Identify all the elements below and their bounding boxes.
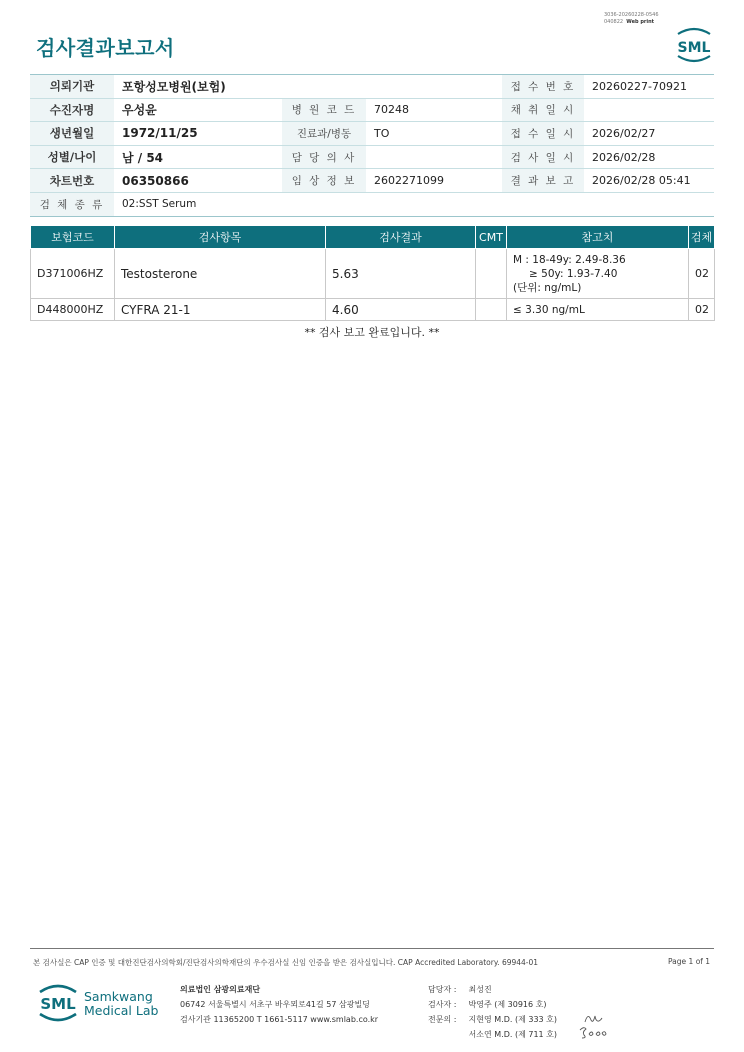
value-reported: 2026/02/28 05:41 (584, 169, 714, 193)
signature-icon (578, 1024, 608, 1040)
cell-code: D448000HZ (31, 299, 115, 321)
sml-logo-text: SML (677, 40, 711, 56)
cell-cmt (476, 299, 507, 321)
organization-info (180, 982, 378, 1027)
cell-code: D371006HZ (31, 249, 115, 299)
info-row (30, 122, 714, 146)
completion-note: ** 검사 보고 완료입니다. ** (304, 326, 440, 339)
staff-row (428, 1012, 557, 1027)
label-doctor: 담 당 의 사 (282, 145, 366, 169)
sml-logo-icon (36, 980, 80, 1024)
table-row (31, 249, 715, 299)
organization-contact: 검사기관 11365200 T 1661-5117 www.smlab.co.kr (180, 1015, 379, 1024)
staff-list (428, 982, 557, 1042)
results-table (30, 225, 715, 321)
label-specimen: 검 체 종 류 (30, 192, 114, 216)
label-hospital-code: 병 원 코 드 (282, 98, 366, 122)
label-tested: 검 사 일 시 (502, 145, 584, 169)
header-reference: 참고치 (507, 226, 689, 249)
label-receipt-no: 접 수 번 호 (502, 75, 584, 99)
staff-role: 검사자 : (428, 1000, 457, 1009)
value-tested: 2026/02/28 (584, 145, 714, 169)
value-collected (584, 98, 714, 122)
value-chart: 06350866 (114, 169, 282, 193)
value-name: 우성윤 (114, 98, 282, 122)
info-row (30, 169, 714, 193)
reference-line: M : 18-49y: 2.49-8.36 (513, 253, 626, 266)
cell-result: 4.60 (326, 299, 476, 321)
value-receipt-no: 20260227-70921 (584, 75, 714, 99)
cell-reference: ≤ 3.30 ng/mL (507, 299, 689, 321)
cell-reference (507, 249, 689, 299)
label-dob: 생년월일 (30, 122, 114, 146)
brand-line: Samkwang (84, 989, 153, 1004)
cell-cmt (476, 249, 507, 299)
info-row (30, 192, 714, 216)
footer-divider (30, 948, 714, 949)
page-title: 검사결과보고서 (36, 36, 175, 60)
patient-info-table (30, 74, 714, 217)
results-header-row (31, 226, 715, 249)
table-row (31, 299, 715, 321)
value-dob: 1972/11/25 (114, 122, 282, 146)
label-sex-age: 성별/나이 (30, 145, 114, 169)
header-cmt: CMT (476, 226, 507, 249)
info-row (30, 98, 714, 122)
label-department: 진료과/병동 (282, 122, 366, 146)
label-collected: 채 취 일 시 (502, 98, 584, 122)
brand-line: Medical Lab (84, 1003, 159, 1018)
reference-line: (단위: ng/mL) (513, 281, 582, 294)
staff-name: 최성진 (468, 985, 492, 994)
document-code (604, 12, 659, 26)
value-received: 2026/02/27 (584, 122, 714, 146)
header-insurance-code: 보험코드 (31, 226, 115, 249)
sml-logo-icon (672, 26, 716, 64)
staff-row (428, 997, 557, 1012)
header-test-item: 검사항목 (115, 226, 326, 249)
organization-name: 의료법인 삼광의료재단 (180, 985, 261, 994)
label-reported: 결 과 보 고 (502, 169, 584, 193)
cell-result: 5.63 (326, 249, 476, 299)
document-code-line2: 040822 Web print (604, 19, 655, 25)
staff-row (428, 982, 557, 997)
organization-address: 06742 서울특별시 서초구 바우뫼로41길 57 삼광빌딩 (180, 1000, 370, 1009)
accreditation-note: 본 검사실은 CAP 인증 및 대한진단검사의학회/진단검사의학재단의 우수검사실 신임 인증을 받은 검사실입니다. CAP Accredited Laboratory. 69944-01 (33, 958, 539, 967)
info-row (30, 145, 714, 169)
staff-row (428, 1027, 557, 1042)
label-institution: 의뢰기관 (30, 75, 114, 99)
value-hospital-code: 70248 (366, 98, 502, 122)
value-doctor (366, 145, 502, 169)
label-clinical-info: 임 상 정 보 (282, 169, 366, 193)
value-specimen: 02:SST Serum (114, 192, 714, 216)
staff-role: 담당자 : (428, 985, 457, 994)
header-specimen: 검체 (689, 226, 715, 249)
label-name: 수진자명 (30, 98, 114, 122)
value-department: TO (366, 122, 502, 146)
staff-role: 전문의 : (428, 1015, 457, 1024)
info-row (30, 75, 714, 99)
sml-logo-text: SML (40, 995, 76, 1013)
header-result: 검사결과 (326, 226, 476, 249)
document-code-line1: 3036-20260228-0546 (604, 12, 659, 18)
staff-name: 서소연 M.D. (제 711 호) (468, 1030, 558, 1039)
value-institution: 포항성모병원(보험) (114, 75, 502, 99)
value-clinical-info: 2602271099 (366, 169, 502, 193)
value-sex-age: 남 / 54 (114, 145, 282, 169)
cell-item: CYFRA 21-1 (115, 299, 326, 321)
cell-item: Testosterone (115, 249, 326, 299)
staff-name: 지현영 M.D. (제 333 호) (468, 1015, 558, 1024)
brand-name (84, 990, 158, 1018)
cell-specimen: 02 (689, 299, 715, 321)
page-number: Page 1 of 1 (668, 957, 711, 966)
staff-name: 박영주 (제 30916 호) (468, 1000, 547, 1009)
cell-specimen: 02 (689, 249, 715, 299)
label-chart: 차트번호 (30, 169, 114, 193)
label-received: 접 수 일 시 (502, 122, 584, 146)
reference-line: ≥ 50y: 1.93-7.40 (529, 267, 618, 280)
